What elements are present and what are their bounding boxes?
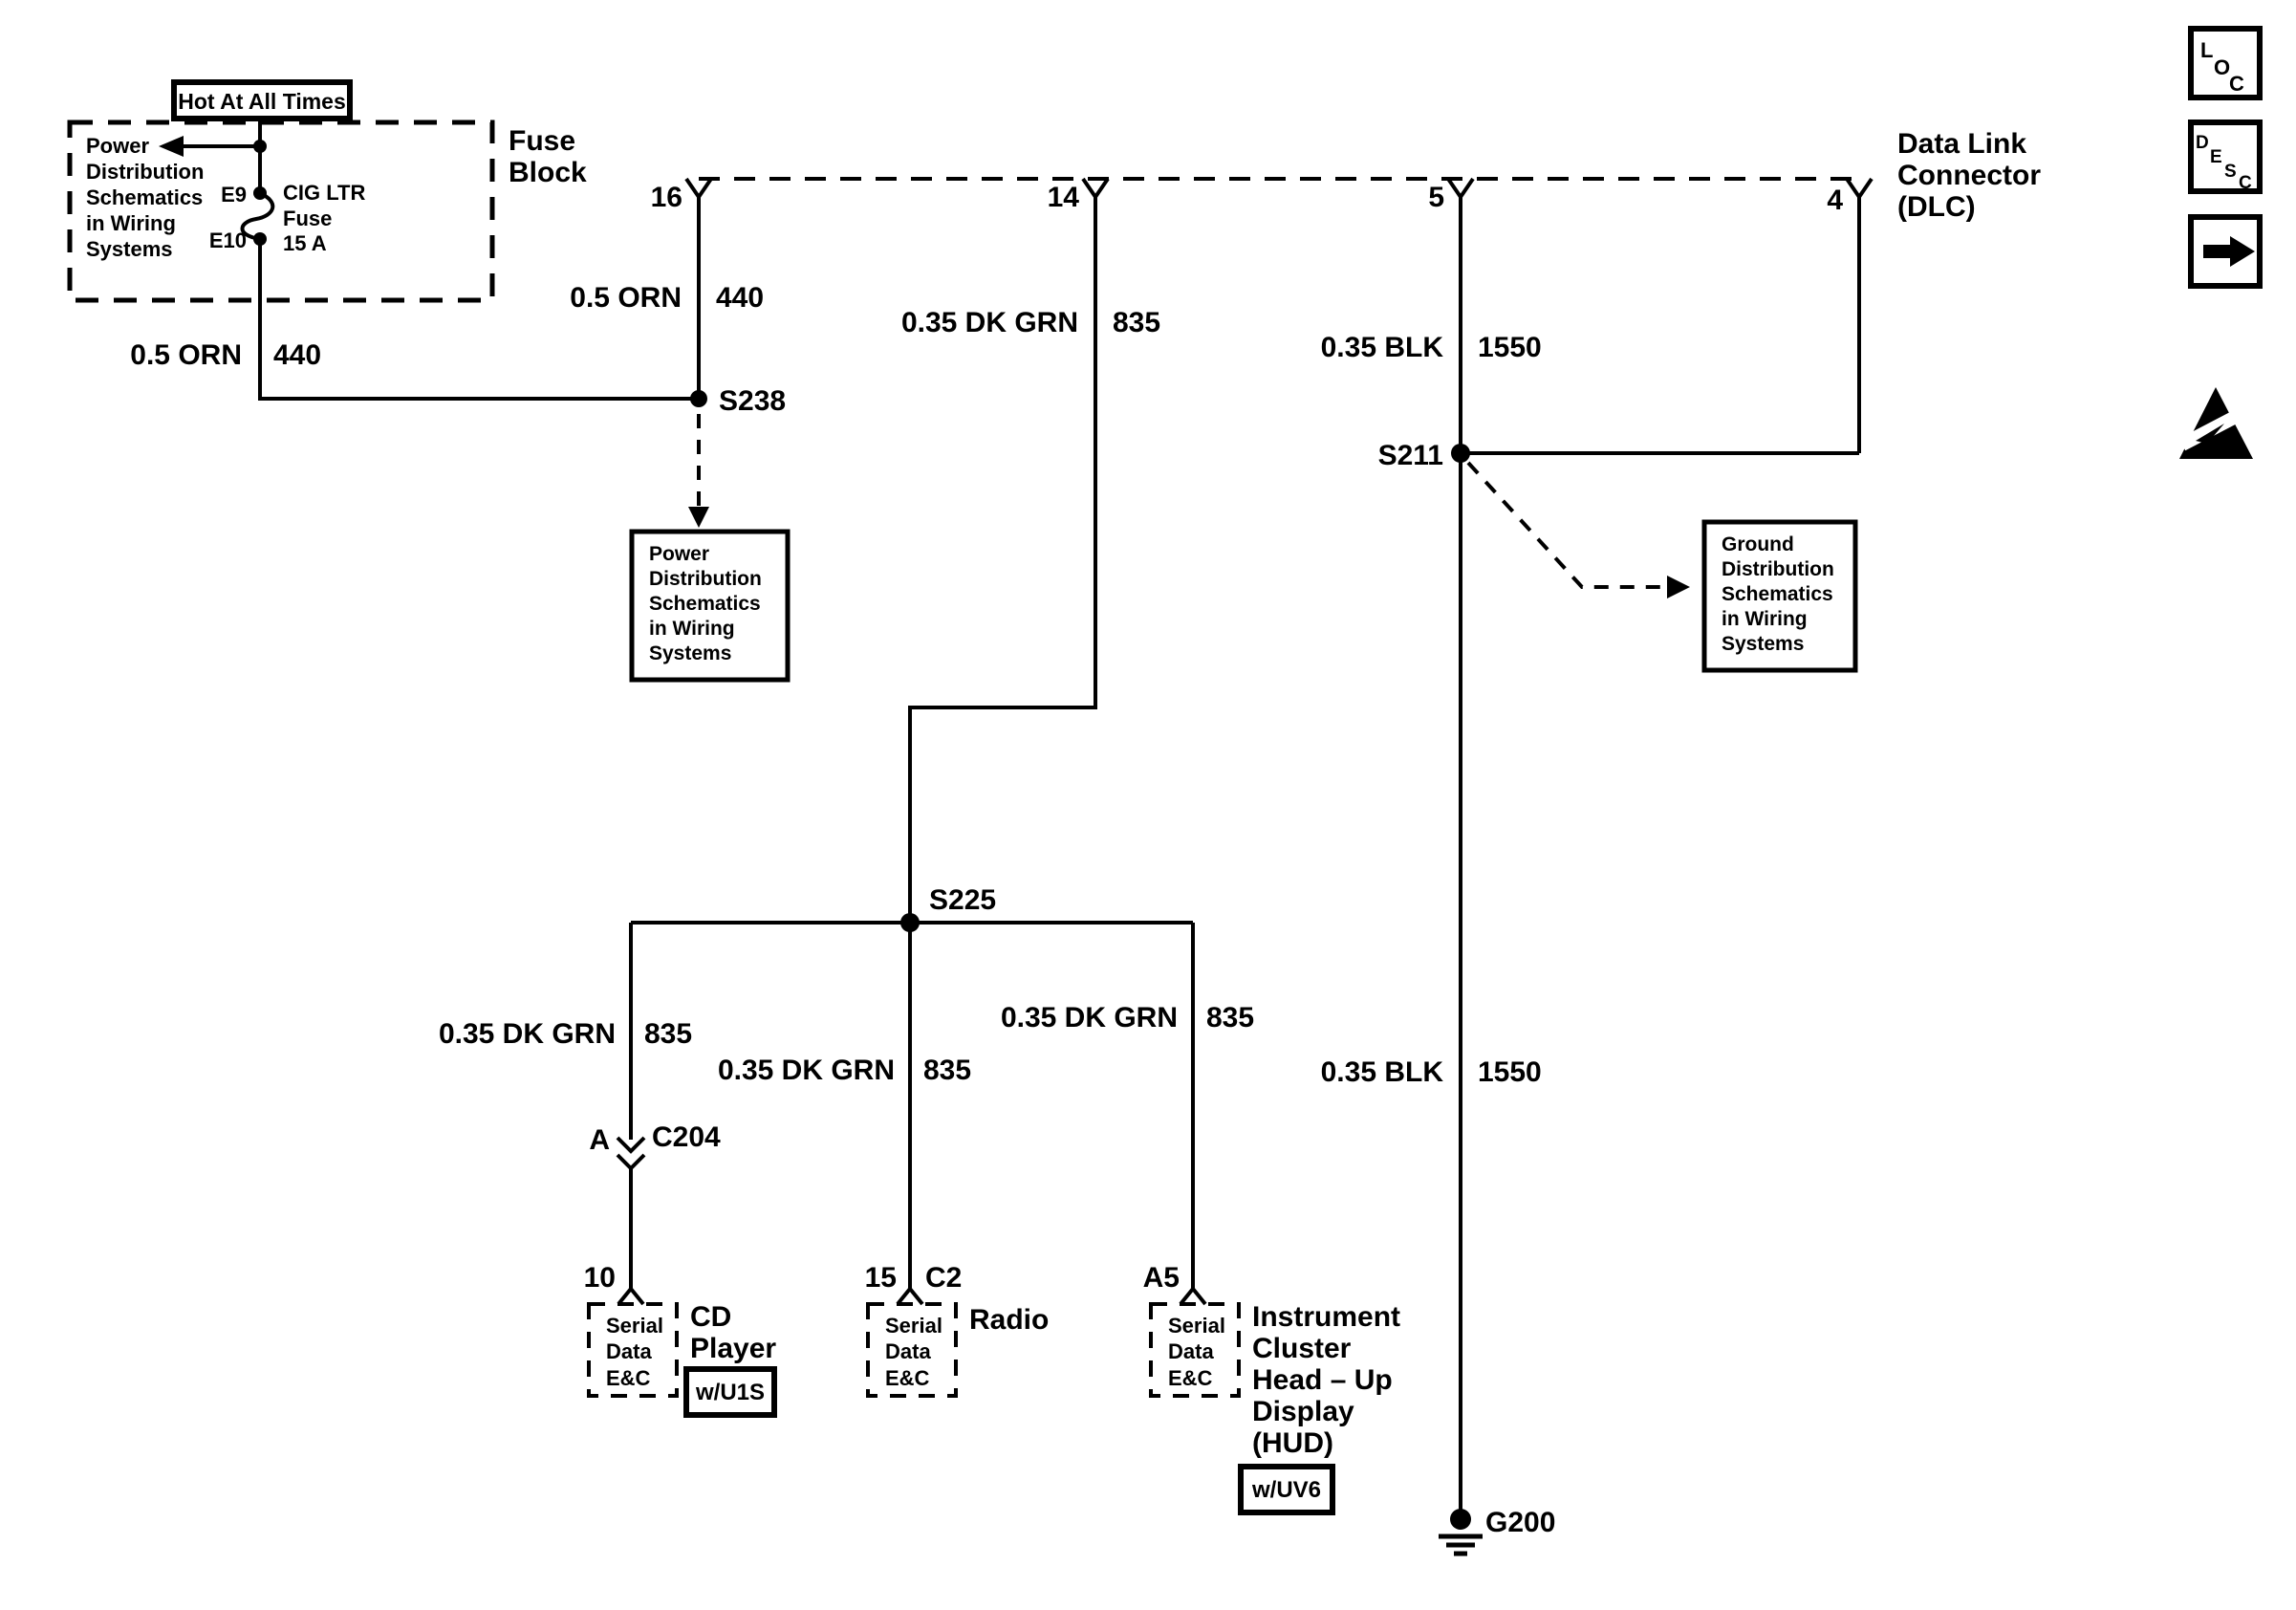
- pin5-connector-icon: [1448, 179, 1473, 197]
- svg-text:Head – Up: Head – Up: [1252, 1364, 1393, 1396]
- ground-run-section: [1321, 197, 1859, 1554]
- next-page-button[interactable]: [2191, 217, 2260, 286]
- wire-label-branch-left-spec: 0.35 DK GRN: [438, 1018, 616, 1050]
- desc-letter-s: S: [2224, 162, 2237, 182]
- pin15-label: 15: [864, 1262, 897, 1294]
- svg-text:Schematics: Schematics: [1722, 583, 1833, 605]
- terminal-e9-label: E9: [221, 183, 247, 207]
- pin14-connector-icon: [1083, 179, 1108, 197]
- pin14-wire: [910, 197, 1095, 923]
- svg-text:Systems: Systems: [1722, 633, 1805, 655]
- wire-label-branch-middle-circuit: 835: [923, 1055, 972, 1086]
- dlc-pin16-label: 16: [650, 182, 682, 213]
- loc-button[interactable]: [2191, 29, 2260, 98]
- wire-label-pin5-circuit: 1550: [1478, 332, 1542, 363]
- svg-text:Distribution: Distribution: [86, 160, 205, 184]
- svg-text:in Wiring: in Wiring: [1722, 608, 1808, 630]
- fuse-element-symbol: [243, 193, 273, 239]
- cd-player-section: [584, 1262, 777, 1415]
- wire-label-fuse-feed-spec: 0.5 ORN: [130, 339, 242, 371]
- power-distribution-reference-note: [649, 543, 762, 664]
- left-arrowhead-icon: [159, 136, 184, 157]
- svg-text:Power: Power: [649, 543, 710, 565]
- hud-option-label: w/UV6: [1251, 1477, 1322, 1503]
- svg-text:Serial: Serial: [1168, 1314, 1225, 1338]
- pin10-label: 10: [583, 1262, 616, 1294]
- hot-at-all-times-label: Hot At All Times: [178, 89, 346, 114]
- fuse-name-label: [283, 181, 365, 255]
- svg-text:(HUD): (HUD): [1252, 1427, 1333, 1459]
- svg-text:Power: Power: [86, 134, 150, 158]
- cd-player-name-line1: CD: [690, 1301, 732, 1333]
- wire-label-pin14-spec: 0.35 DK GRN: [900, 307, 1078, 338]
- splice-s238-dot: [690, 390, 707, 407]
- loc-letter-o: O: [2214, 55, 2231, 79]
- svg-text:E&C: E&C: [1168, 1366, 1213, 1390]
- pin4-wire: [1461, 197, 1859, 453]
- svg-text:Distribution: Distribution: [1722, 558, 1834, 580]
- splice-s211-label: S211: [1377, 440, 1443, 471]
- radio-serial-port-label: [885, 1314, 942, 1390]
- dlc-pin4-label: 4: [1827, 185, 1843, 216]
- svg-text:Connector: Connector: [1897, 160, 2041, 191]
- hud-serial-port-label: [1168, 1314, 1225, 1390]
- down-arrowhead-icon: [688, 507, 709, 528]
- sidebar-icons: [2179, 29, 2260, 459]
- fuse-block-name-line2: Block: [509, 157, 587, 188]
- pinA5-connector-icon: [1180, 1289, 1205, 1304]
- svg-text:Distribution: Distribution: [649, 568, 762, 590]
- svg-text:Schematics: Schematics: [86, 185, 204, 209]
- g200-label: G200: [1485, 1507, 1556, 1538]
- dlc-pin14-label: 14: [1047, 182, 1079, 213]
- pinA5-label: A5: [1142, 1262, 1180, 1294]
- svg-text:Data: Data: [606, 1339, 652, 1363]
- esd-warning-icon: [2179, 387, 2253, 459]
- desc-button[interactable]: [2191, 122, 2260, 193]
- radio-conn-label: C2: [925, 1262, 963, 1294]
- wire-label-ground-spec: 0.35 BLK: [1320, 1056, 1443, 1088]
- wire-label-pin16-circuit: 440: [716, 282, 765, 314]
- svg-text:in Wiring: in Wiring: [649, 618, 735, 640]
- svg-text:Ground: Ground: [1722, 533, 1794, 555]
- svg-text:Schematics: Schematics: [649, 593, 761, 615]
- fuse-block-name-line1: Fuse: [509, 125, 576, 157]
- svg-text:Data: Data: [885, 1339, 931, 1363]
- dlc-pin5-label: 5: [1428, 182, 1444, 213]
- svg-text:Serial: Serial: [885, 1314, 942, 1338]
- svg-text:in Wiring: in Wiring: [86, 211, 176, 235]
- svg-text:Systems: Systems: [649, 642, 732, 664]
- wire-label-pin16-spec: 0.5 ORN: [570, 282, 682, 314]
- svg-text:(DLC): (DLC): [1897, 191, 1976, 223]
- splice-s225-label: S225: [929, 884, 997, 916]
- pin16-connector-icon: [686, 179, 711, 197]
- dlc-section: [651, 128, 2042, 223]
- svg-text:Fuse: Fuse: [283, 207, 333, 230]
- wire-label-pin5-spec: 0.35 BLK: [1320, 332, 1443, 363]
- cd-player-name-line2: Player: [690, 1333, 777, 1364]
- cd-player-serial-port-label: [606, 1314, 663, 1390]
- c204-inline-connector-icon: [617, 1138, 644, 1168]
- svg-text:CIG LTR: CIG LTR: [283, 181, 366, 205]
- radio-section: [865, 1262, 1050, 1396]
- wire-label-branch-middle-spec: 0.35 DK GRN: [717, 1055, 895, 1086]
- splice-s211-dot: [1451, 444, 1470, 463]
- loc-letter-c: C: [2229, 72, 2244, 96]
- svg-text:Data: Data: [1168, 1339, 1214, 1363]
- wire-label-branch-left-circuit: 835: [644, 1018, 693, 1050]
- svg-text:Cluster: Cluster: [1252, 1333, 1352, 1364]
- svg-text:Data Link: Data Link: [1897, 128, 2027, 160]
- svg-text:Instrument: Instrument: [1252, 1301, 1401, 1333]
- fuse-output-wire: [260, 239, 695, 399]
- junction-dot: [253, 140, 267, 153]
- wire-label-ground-circuit: 1550: [1478, 1056, 1542, 1088]
- wire-label-pin14-circuit: 835: [1113, 307, 1161, 338]
- svg-text:E&C: E&C: [885, 1366, 930, 1390]
- pin4-connector-icon: [1847, 179, 1872, 197]
- c204-pin-label: A: [589, 1124, 610, 1156]
- svg-text:Systems: Systems: [86, 237, 173, 261]
- wire-label-branch-right-spec: 0.35 DK GRN: [1000, 1002, 1178, 1033]
- svg-text:Display: Display: [1252, 1396, 1354, 1427]
- desc-letter-c: C: [2239, 173, 2252, 193]
- terminal-e10-label: E10: [208, 228, 247, 252]
- ground-distribution-reference-note: [1722, 533, 1834, 655]
- dlc-name-label: [1897, 128, 2041, 223]
- pin15-connector-icon: [898, 1289, 922, 1304]
- radio-name-label: Radio: [969, 1304, 1050, 1336]
- right-arrow-icon: [2203, 236, 2255, 267]
- svg-text:E&C: E&C: [606, 1366, 651, 1390]
- loc-letter-l: L: [2200, 38, 2214, 62]
- fuse-block-section: [70, 82, 695, 399]
- desc-letter-e: E: [2210, 147, 2222, 167]
- svg-text:Serial: Serial: [606, 1314, 663, 1338]
- hud-name-label: [1252, 1301, 1400, 1459]
- cd-player-option-label: w/U1S: [695, 1380, 766, 1405]
- g200-ground-icon: [1439, 1509, 1483, 1554]
- fuse-block-reference-note: [86, 134, 204, 261]
- s238-section: [570, 197, 788, 680]
- s211-reference-dashed-arrow: [1468, 463, 1665, 587]
- serial-data-branch-section: [439, 197, 1254, 1289]
- hud-section: [1143, 1262, 1400, 1512]
- right-arrowhead-icon: [1667, 576, 1690, 598]
- desc-letter-d: D: [2196, 133, 2209, 153]
- svg-text:15 A: 15 A: [283, 231, 327, 255]
- wire-label-branch-right-circuit: 835: [1206, 1002, 1255, 1033]
- wire-label-fuse-feed-circuit: 440: [273, 339, 322, 371]
- splice-s238-label: S238: [719, 385, 787, 417]
- pin10-connector-icon: [618, 1289, 643, 1304]
- c204-name-label: C204: [652, 1121, 721, 1153]
